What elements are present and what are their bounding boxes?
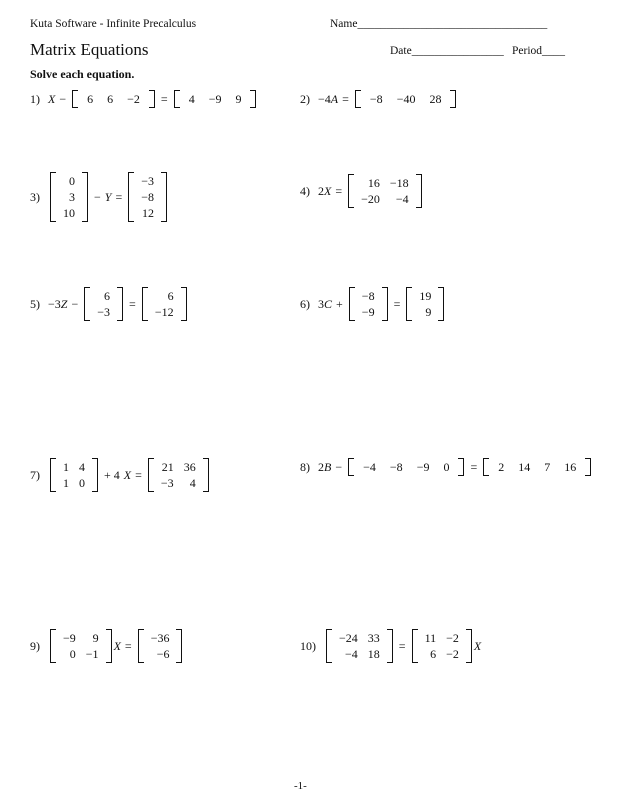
matrix-entry: 0 [69, 647, 76, 661]
matrix [483, 458, 591, 476]
matrix-grid [363, 91, 449, 107]
matrix-entry: −1 [85, 647, 99, 661]
matrix-entry: 10 [63, 206, 75, 220]
matrix-row [357, 304, 380, 320]
equals-sign: = [393, 296, 401, 311]
matrix [174, 90, 257, 108]
matrix-row [356, 191, 414, 207]
matrix-entry: −8 [389, 460, 403, 474]
matrix-grid [136, 173, 159, 221]
matrix-entry: 0 [69, 174, 75, 188]
matrix-entry: 1 [63, 460, 69, 474]
equals-sign: = [335, 183, 343, 198]
variable: X [48, 91, 56, 106]
equals-sign: = [115, 189, 123, 204]
instructions: Solve each equation. [30, 67, 135, 81]
matrix [128, 172, 167, 222]
matrix-entry: −8 [369, 92, 383, 106]
matrix [326, 629, 393, 663]
problem-number: 2) [300, 91, 310, 106]
coefficient: 2 [318, 183, 324, 198]
coefficient: −4 [318, 91, 331, 106]
problem-7 [30, 458, 211, 492]
matrix-entry: −24 [339, 631, 358, 645]
problem-3 [30, 172, 169, 222]
problem-2 [300, 90, 458, 108]
matrix-row [150, 304, 179, 320]
matrix-grid [414, 288, 436, 320]
matrix [84, 287, 123, 321]
matrix-entry: 9 [235, 92, 242, 106]
matrix-entry: −3 [97, 305, 111, 319]
matrix-row [136, 205, 159, 221]
variable: Y [104, 189, 112, 204]
matrix-row [136, 189, 159, 205]
matrix-entry: −9 [416, 460, 430, 474]
matrix-entry: 1 [63, 476, 69, 490]
equals-sign: = [342, 91, 349, 106]
matrix-entry: 6 [87, 92, 94, 106]
variable: C [324, 296, 333, 311]
equals-sign: = [470, 459, 478, 474]
matrix-row [182, 91, 249, 107]
problem-number: 8) [300, 459, 310, 474]
problem-6 [300, 287, 446, 321]
operator: − [335, 459, 343, 474]
coefficient: −3 [48, 296, 61, 311]
matrix-row [58, 173, 80, 189]
matrix-row [357, 288, 380, 304]
variable: X [473, 638, 482, 653]
matrix-grid [58, 173, 80, 221]
problem-10 [300, 629, 481, 663]
matrix-entry: −9 [361, 305, 375, 319]
matrix-row [334, 630, 385, 646]
variable: X [123, 467, 132, 482]
matrix-entry: −8 [361, 289, 375, 303]
matrix-entry: −9 [208, 92, 222, 106]
matrix-row [414, 304, 436, 320]
equals-sign: = [129, 296, 136, 311]
matrix-entry: −40 [396, 92, 416, 106]
problem-number: 4) [300, 183, 310, 198]
matrix-entry: 9 [425, 305, 432, 319]
matrix-entry: 7 [544, 460, 551, 474]
matrix-entry: 28 [429, 92, 442, 106]
problem-number: 7) [30, 467, 40, 482]
matrix-row [356, 175, 414, 191]
problem-5 [30, 287, 189, 321]
matrix-grid [156, 459, 201, 491]
matrix-entry: −9 [63, 631, 76, 645]
matrix-entry: 6 [430, 647, 437, 661]
matrix-entry: −4 [395, 192, 409, 206]
worksheet-title: Matrix Equations [30, 40, 149, 59]
matrix-entry: −36 [150, 631, 170, 645]
matrix-row [92, 288, 115, 304]
matrix-row [58, 646, 104, 662]
matrix-entry: 4 [79, 460, 85, 474]
matrix-grid [146, 630, 175, 662]
matrix-entry: 4 [189, 476, 196, 490]
operator: − [59, 91, 67, 106]
matrix-entry: 14 [518, 460, 531, 474]
equals-sign: = [135, 467, 142, 482]
variable: B [324, 459, 332, 474]
matrix-entry: 16 [367, 176, 380, 190]
variable: Z [60, 296, 68, 311]
matrix-entry: 6 [104, 289, 111, 303]
matrix-entry: 6 [107, 92, 114, 106]
problem-1 [30, 90, 258, 108]
matrix-row [420, 630, 464, 646]
operator: − [71, 296, 79, 311]
problem-number: 5) [30, 296, 40, 311]
matrix-entry: −18 [389, 176, 409, 190]
variable: X [113, 638, 121, 653]
matrix-row [420, 646, 464, 662]
matrix-entry: 3 [69, 190, 75, 204]
matrix-entry: 9 [92, 631, 99, 645]
problem-number: 1) [30, 91, 40, 106]
matrix [50, 629, 112, 663]
matrix-grid [334, 630, 385, 662]
matrix-row [414, 288, 436, 304]
problem-number: 6) [300, 296, 310, 311]
matrix-entry: 18 [367, 647, 380, 661]
matrix [72, 90, 155, 108]
software-label: Kuta Software - Infinite Precalculus [30, 18, 197, 30]
matrix-grid [58, 630, 104, 662]
matrix-grid [58, 459, 90, 491]
matrix [138, 629, 183, 663]
matrix-row [92, 304, 115, 320]
coefficient: + 4 [104, 467, 120, 482]
matrix-row [80, 91, 147, 107]
operator: − [94, 189, 101, 204]
matrix-row [156, 459, 201, 475]
matrix-row [491, 459, 583, 475]
equals-sign: = [160, 91, 168, 106]
coefficient: 3 [318, 296, 324, 311]
matrix-row [58, 475, 90, 491]
matrix-row [58, 459, 90, 475]
name-field[interactable]: Name_________________________________ [330, 18, 548, 30]
matrix-grid [356, 175, 414, 207]
matrix-entry: −2 [127, 92, 140, 106]
matrix-row [58, 205, 80, 221]
matrix [349, 287, 388, 321]
problem-number: 3) [30, 189, 40, 204]
matrix-entry: 0 [79, 476, 85, 490]
matrix-row [58, 189, 80, 205]
matrix-entry: −2 [446, 647, 459, 661]
matrix [142, 287, 187, 321]
operator: + [336, 296, 343, 311]
matrix [348, 458, 464, 476]
variable: A [330, 91, 339, 106]
problem-number: 9) [30, 638, 40, 653]
matrix-grid [182, 91, 249, 107]
matrix-entry: −20 [361, 192, 380, 206]
matrix-grid [420, 630, 464, 662]
equals-sign: = [398, 638, 406, 653]
matrix [355, 90, 457, 108]
variable: X [324, 183, 332, 198]
matrix-entry: 6 [167, 289, 174, 303]
matrix-entry: 33 [367, 631, 380, 645]
matrix-entry: 11 [424, 631, 437, 645]
date-field[interactable]: Date________________ [390, 45, 504, 57]
problem-8 [300, 458, 593, 476]
matrix-entry: 4 [188, 92, 195, 106]
matrix-row [146, 630, 175, 646]
matrix-grid [491, 459, 583, 475]
matrix-entry: 19 [419, 289, 432, 303]
coefficient: 2 [318, 459, 324, 474]
problem-4 [300, 174, 424, 208]
matrix-row [136, 173, 159, 189]
matrix-entry: 16 [564, 460, 577, 474]
matrix-row [146, 646, 175, 662]
problem-9 [30, 629, 184, 663]
matrix-grid [150, 288, 179, 320]
matrix-grid [92, 288, 115, 320]
period-field[interactable]: Period____ [512, 45, 566, 57]
matrix-row [150, 288, 179, 304]
matrix-entry: 21 [161, 460, 174, 474]
matrix-grid [357, 288, 380, 320]
matrix [412, 629, 472, 663]
equals-sign: = [124, 638, 132, 653]
matrix-entry: −3 [160, 476, 174, 490]
matrix [50, 458, 98, 492]
matrix-grid [80, 91, 147, 107]
matrix-entry: −12 [154, 305, 174, 319]
matrix [148, 458, 209, 492]
matrix-entry: 0 [443, 460, 450, 474]
matrix-row [58, 630, 104, 646]
matrix-row [156, 475, 201, 491]
problem-number: 10) [300, 638, 316, 653]
matrix-entry: −4 [345, 647, 358, 661]
matrix-entry: 36 [183, 460, 196, 474]
matrix-grid [356, 459, 456, 475]
matrix-entry: 2 [498, 460, 505, 474]
matrix-entry: 12 [142, 206, 155, 220]
matrix-row [356, 459, 456, 475]
matrix [406, 287, 444, 321]
page-number: -1- [294, 780, 307, 792]
matrix-entry: −3 [141, 174, 155, 188]
matrix-row [363, 91, 449, 107]
matrix-entry: −8 [141, 190, 155, 204]
matrix [348, 174, 422, 208]
matrix [50, 172, 88, 222]
matrix-entry: −4 [363, 460, 376, 474]
matrix-entry: −2 [446, 631, 459, 645]
matrix-row [334, 646, 385, 662]
matrix-entry: −6 [156, 647, 170, 661]
